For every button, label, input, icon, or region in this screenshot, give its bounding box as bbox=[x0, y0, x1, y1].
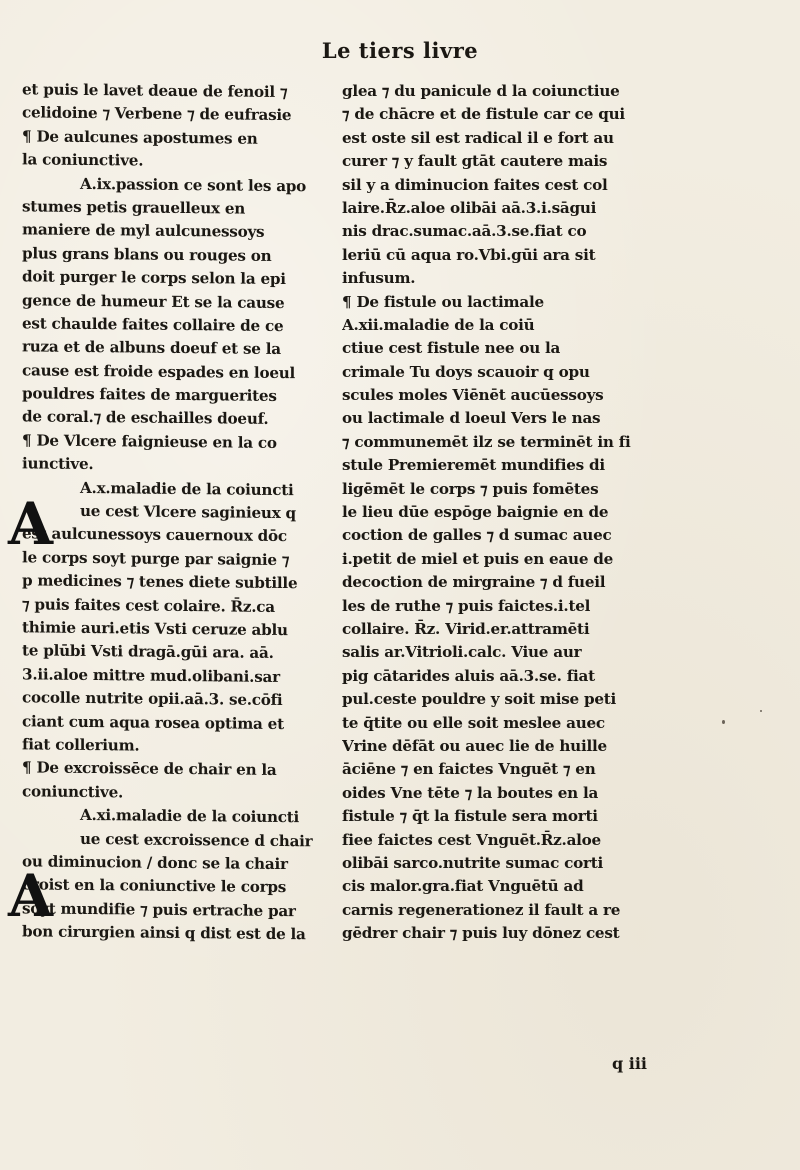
text-line: ¶ De aulcunes apostumes en bbox=[22, 127, 258, 148]
text-line: croist en la coniunctive le corps bbox=[22, 875, 286, 897]
text-line: ciant cum aqua rosea optima et bbox=[22, 711, 284, 733]
text-line: sil y a diminucion faites cest col bbox=[342, 175, 608, 194]
text-line: A.x.maladie de la coiuncti bbox=[80, 478, 294, 499]
text-line: A.ix.passion ce sont les apo bbox=[80, 174, 307, 195]
text-line: le lieu dūe espōge baignie en de bbox=[342, 503, 609, 522]
text-line: ¶ De excroissēce de chair en la bbox=[22, 758, 277, 780]
text-line: te plūbi Vsti dragā.gūi ara. aā. bbox=[22, 641, 274, 663]
text-line: le corps soyt purge par saignie ⁊ bbox=[22, 548, 290, 569]
text-line: ou lactimale d loeul Vers le nas bbox=[342, 409, 601, 428]
text-line: ou diminucion / donc se la chair bbox=[22, 852, 288, 873]
right-column bbox=[342, 80, 672, 945]
text-line: les de ruthe ⁊ puis faictes.i.tel bbox=[342, 596, 591, 615]
initial-letter: A bbox=[8, 862, 54, 930]
text-line: nis drac.sumac.aā.3.se.fiat co bbox=[342, 222, 587, 241]
text-line: olibāi sarco.nutrite sumac corti bbox=[342, 853, 604, 872]
text-line: crimale Tu doys scauoir q opu bbox=[342, 362, 590, 381]
text-line: collaire. R̄z. Virid.er.attramēti bbox=[342, 619, 590, 638]
text-line: celidoine ⁊ Verbene ⁊ de eufrasie bbox=[22, 103, 292, 125]
running-header: Le tiers livre bbox=[321, 38, 479, 63]
text-line: i.petit de miel et puis en eaue de bbox=[342, 549, 614, 568]
text-line: stule Premieremēt mundifies di bbox=[342, 456, 605, 475]
text-line: cocolle nutrite opii.aā.3. se.cōfi bbox=[22, 688, 283, 710]
ink-speck bbox=[760, 710, 762, 712]
text-line: curer ⁊ y fault gtāt cautere mais bbox=[342, 152, 608, 171]
text-line: laire.R̄z.aloe olibāi aā.3.i.sāgui bbox=[342, 198, 597, 217]
text-line: est aulcunessoys cauernoux dōc bbox=[22, 524, 287, 546]
text-line: salis ar.Vitrioli.calc. Viue aur bbox=[342, 643, 582, 662]
text-line: A.xi.maladie de la coiuncti bbox=[80, 806, 300, 827]
text-line: stumes petis grauelleux en bbox=[22, 197, 246, 218]
text-line: āciēne ⁊ en faictes Vnguēt ⁊ en bbox=[342, 760, 596, 779]
text-line: ⁊ de chācre et de fistule car ce qui bbox=[342, 105, 625, 124]
text-line: ¶ De Vlcere faignieuse en la co bbox=[22, 431, 277, 452]
text-line: est oste sil est radical il e fort au bbox=[342, 128, 614, 147]
ink-speck bbox=[722, 720, 725, 724]
text-line: cis malor.gra.fiat Vnguētū ad bbox=[342, 877, 584, 896]
text-line: gēdrer chair ⁊ puis luy dōnez cest bbox=[342, 924, 620, 943]
text-line: ctiue cest fistule nee ou la bbox=[342, 339, 561, 358]
text-line: coniunctive. bbox=[22, 782, 124, 802]
text-line: ruza et de albuns doeuf et se la bbox=[22, 337, 281, 359]
text-line: carnis regenerationez il fault a re bbox=[342, 900, 621, 919]
text-line: la coniunctive. bbox=[22, 150, 144, 170]
text-line: coction de galles ⁊ d sumac auec bbox=[342, 526, 612, 545]
text-line: pul.ceste pouldre y soit mise peti bbox=[342, 690, 617, 709]
text-line: soyt mundifie ⁊ puis ertrache par bbox=[22, 898, 296, 920]
text-line: doit purger le corps selon la epi bbox=[22, 267, 286, 289]
text-line: et puis le lavet deaue de fenoil ⁊ bbox=[22, 80, 288, 102]
text-line: te q̄tite ou elle soit meslee auec bbox=[342, 713, 605, 732]
text-line: est chaulde faites collaire de ce bbox=[22, 314, 284, 335]
text-line: fiat collerium. bbox=[22, 735, 140, 755]
text-line: scules moles Viēnēt aucūessoys bbox=[342, 386, 604, 405]
text-line: ue cest Vlcere saginieux q bbox=[80, 501, 296, 523]
text-line: fiee faictes cest Vnguēt.R̄z.aloe bbox=[342, 830, 601, 849]
left-column bbox=[22, 80, 344, 945]
text-line: ⁊ communemēt ilz se terminēt in fi bbox=[342, 432, 631, 451]
text-line: bon cirurgien ainsi q dist est de la bbox=[22, 922, 306, 944]
text-line: gence de humeur Et se la cause bbox=[22, 290, 285, 312]
text-line: pouldres faites de marguerites bbox=[22, 384, 277, 406]
text-line: 3.ii.aloe mittre mud.olibani.sar bbox=[22, 665, 280, 686]
text-line: plus grans blans ou rouges on bbox=[22, 244, 272, 265]
text-line: A.xii.maladie de la coiū bbox=[342, 315, 535, 334]
text-line: pig cātarides aluis aā.3.se. fiat bbox=[342, 666, 595, 685]
text-line: ⁊ puis faites cest colaire. R̄z.ca bbox=[22, 594, 275, 616]
text-line: thimie auri.etis Vsti ceruze ablu bbox=[22, 618, 288, 640]
text-line: infusum. bbox=[342, 269, 416, 288]
initial-letter: A bbox=[8, 490, 54, 558]
text-line: maniere de myl aulcunessoys bbox=[22, 220, 265, 242]
text-line: Vrine dēfāt ou auec lie de huille bbox=[342, 736, 607, 755]
text-line: ¶ De fistule ou lactimale bbox=[342, 292, 544, 311]
text-line: ue cest excroissence d chair bbox=[80, 829, 313, 850]
text-line: oides Vne tēte ⁊ la boutes en la bbox=[342, 783, 599, 802]
text-line: cause est froide espades en loeul bbox=[22, 361, 296, 382]
text-line: fistule ⁊ q̄t la fistule sera morti bbox=[342, 807, 598, 826]
text-line: de coral.⁊ de eschailles doeuf. bbox=[22, 407, 269, 429]
text-line: ligēmēt le corps ⁊ puis fomētes bbox=[342, 479, 599, 498]
text-line: p medicines ⁊ tenes diete subtille bbox=[22, 571, 298, 593]
text-line: iunctive. bbox=[22, 454, 94, 474]
text-line: leriū cū aqua ro.Vbi.gūi ara sit bbox=[342, 245, 596, 264]
signature-mark: q iii bbox=[612, 1054, 647, 1073]
text-line: decoction de mirgraine ⁊ d fueil bbox=[342, 573, 606, 592]
text-line: glea ⁊ du panicule d la coiunctiue bbox=[342, 82, 620, 100]
